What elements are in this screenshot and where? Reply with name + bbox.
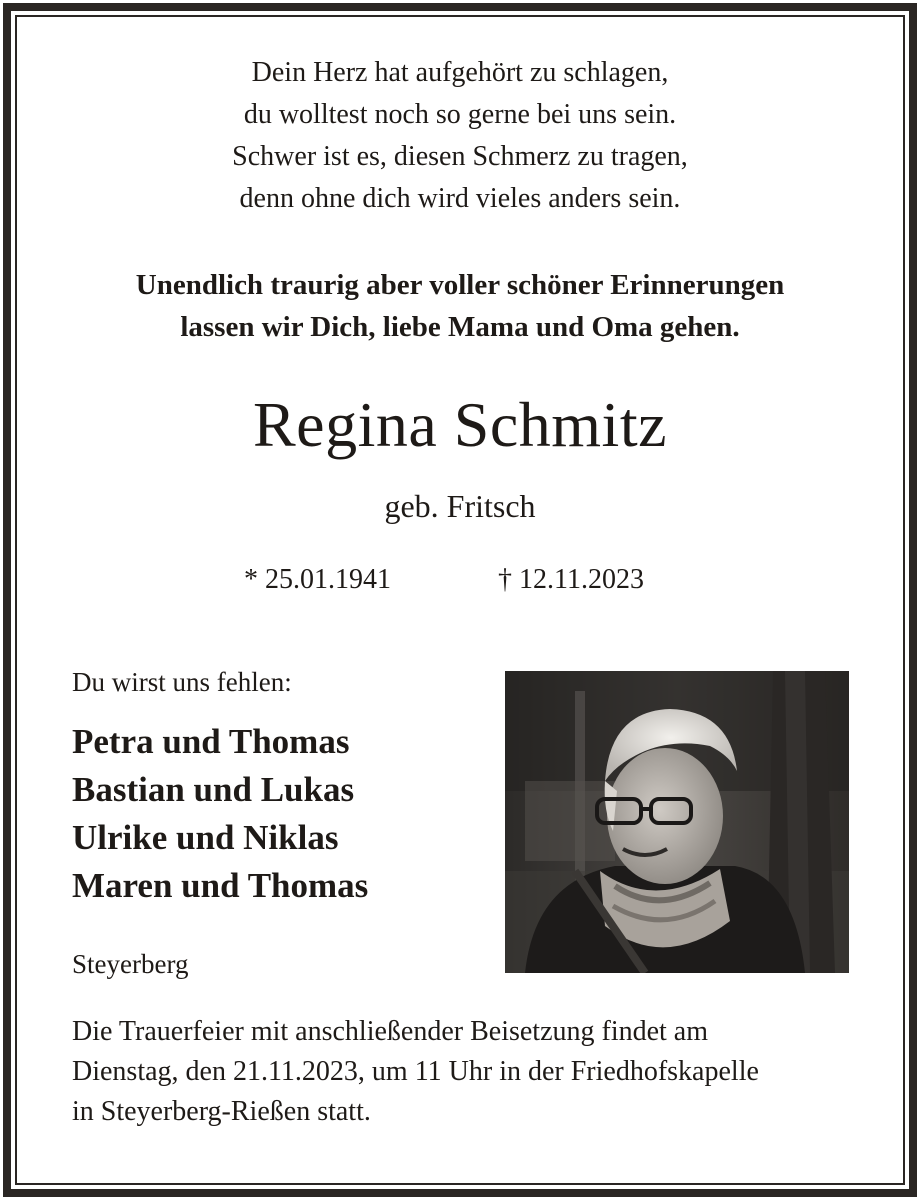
mourners-intro: Du wirst uns fehlen:: [72, 667, 292, 697]
poem: [0, 52, 920, 220]
poem-line: du wolltest noch so gerne bei uns sein.: [243, 99, 677, 130]
poem-line: denn ohne dich wird vieles anders sein.: [239, 183, 681, 214]
tribute-line: lassen wir Dich, liebe Mama und Oma gehen.: [180, 311, 740, 343]
tribute-text: [0, 264, 920, 348]
mourner-name: Ulrike und Niklas: [72, 818, 339, 857]
maiden-name: geb. Fritsch: [384, 488, 536, 524]
birth-date: * 25.01.1941: [244, 564, 391, 595]
mourner-name: Bastian und Lukas: [72, 770, 355, 809]
ceremony-line: Die Trauerfeier mit anschließender Beisetzung findet am: [72, 1016, 709, 1047]
place-name: Steyerberg: [72, 949, 189, 979]
ceremony-line: in Steyerberg-Rießen statt.: [72, 1096, 371, 1127]
death-date: † 12.11.2023: [498, 564, 644, 595]
ceremony-info: [72, 1012, 872, 1132]
poem-line: Dein Herz hat aufgehört zu schlagen,: [251, 57, 669, 88]
mourner-name: Petra und Thomas: [72, 722, 350, 761]
poem-line: Schwer ist es, diesen Schmerz zu tragen,: [232, 141, 688, 172]
mourners-list: [72, 718, 368, 910]
portrait-photo: [505, 671, 849, 973]
mourner-name: Maren und Thomas: [72, 866, 369, 905]
ceremony-line: Dienstag, den 21.11.2023, um 11 Uhr in der Friedhofskapelle: [72, 1056, 759, 1087]
tribute-line: Unendlich traurig aber voller schöner Erinnerungen: [135, 269, 785, 301]
deceased-name: Regina Schmitz: [252, 389, 668, 460]
